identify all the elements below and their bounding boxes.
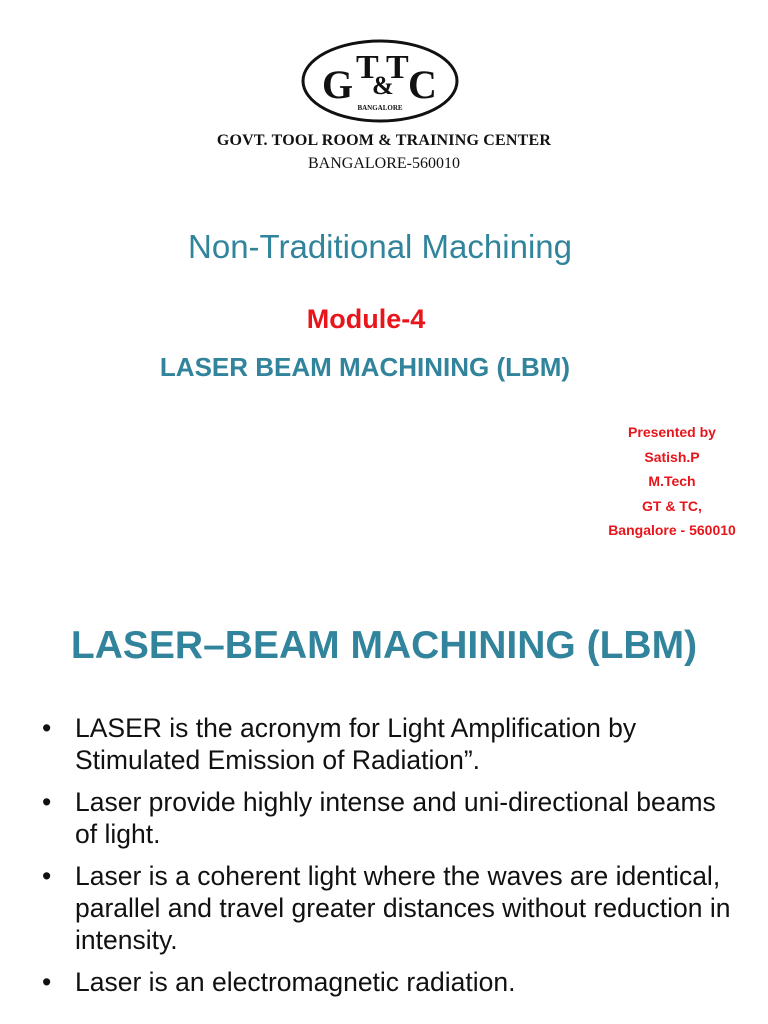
bullet-item: • Laser provide highly intense and uni-directional beams of light. <box>40 786 740 850</box>
bullet-item: • LASER is the acronym for Light Amplification by Stimulated Emission of Radiation”. <box>40 712 740 776</box>
svg-text:&: & <box>372 71 394 100</box>
presenter-block <box>592 420 752 543</box>
svg-text:T: T <box>386 49 409 86</box>
gttc-logo <box>300 38 460 124</box>
module-label: Module-4 <box>306 304 426 334</box>
bullet-item: • Laser is an electromagnetic radiation. <box>40 966 740 998</box>
course-title: Non-Traditional Machining <box>188 228 572 265</box>
presenter-org: GT & TC, <box>642 497 702 514</box>
slide-title: LASER–BEAM MACHINING (LBM) <box>70 624 698 667</box>
presenter-city: Bangalore - 560010 <box>608 522 736 538</box>
presenter-line: Presented by <box>628 424 716 440</box>
content-slide <box>0 576 768 1024</box>
slide-subtitle: LASER BEAM MACHINING (LBM) <box>159 352 571 382</box>
presenter-degree: M.Tech <box>648 473 696 489</box>
svg-text:C: C <box>408 62 437 107</box>
institute-name: GOVT. TOOL ROOM & TRAINING CENTER <box>216 132 552 149</box>
institute-city: BANGALORE-560010 <box>308 155 460 172</box>
bullet-item: • Laser is a coherent light where the waves are identical, parallel and travel greater distances without reduction in intensity. <box>40 860 740 956</box>
svg-text:G: G <box>322 62 354 107</box>
logo-city: BANGALORE <box>357 104 403 112</box>
svg-text:T: T <box>356 49 379 86</box>
bullet-list <box>40 712 740 1008</box>
presenter-name: Satish.P <box>644 448 700 465</box>
